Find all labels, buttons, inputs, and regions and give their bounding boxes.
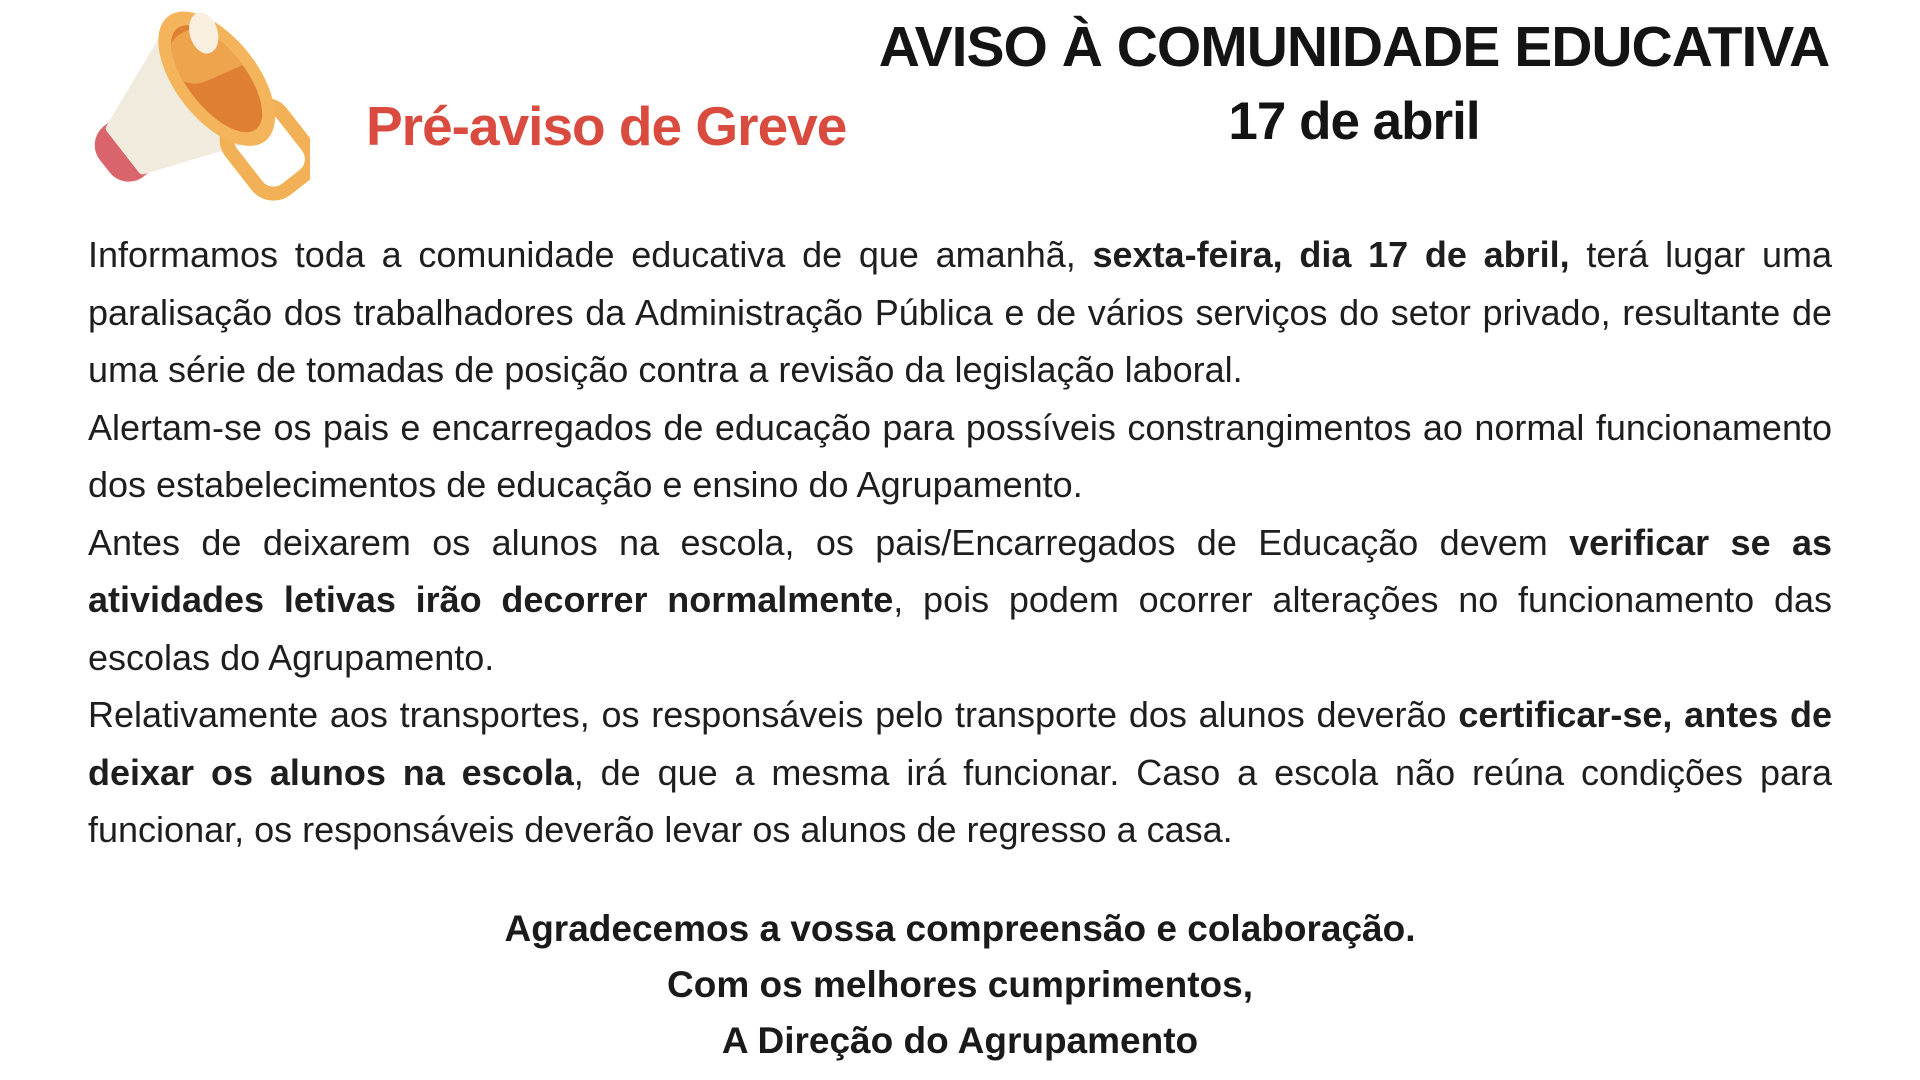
footer-regards-line: Com os melhores cumprimentos, [667, 963, 1253, 1005]
footer-thanks-line: Agradecemos a vossa compreensão e colaboração. [504, 907, 1416, 949]
notice-body [88, 226, 1832, 859]
title-block [810, 16, 1898, 151]
paragraph-transport [88, 686, 1832, 859]
paragraph-verify [88, 514, 1832, 687]
text-run: Relativamente aos transportes, os responsáveis pelo transporte dos alunos deverão [88, 694, 1459, 735]
notice-title: AVISO À COMUNIDADE EDUCATIVA [878, 15, 1830, 79]
strike-title: Pré-aviso de Greve [366, 95, 847, 157]
text-run: Antes de deixarem os alunos na escola, os pais/Encarregados de Educação devem [88, 521, 1570, 563]
notice-header [0, 0, 1920, 226]
notice-footer [0, 901, 1920, 1069]
text-run: Alertam-se os pais e encarregados de educação para possíveis constrangimentos ao normal funcionamento dos estabelecimentos de educação e ensino do Agrupamento. [88, 406, 1832, 505]
megaphone-icon [74, 2, 310, 232]
text-run-bold: verificar se as atividades letivas irão decorrer normalmente [88, 521, 1832, 620]
text-run-bold: certificar-se, antes de deixar os alunos na escola [88, 694, 1832, 793]
paragraph-strike-info [88, 226, 1832, 399]
text-run: , pois podem ocorrer alterações no funcionamento das escolas do Agrupamento. [88, 579, 1832, 678]
text-run: Informamos toda a comunidade educativa de que amanhã, [88, 234, 1093, 275]
paragraph-alert [88, 399, 1832, 514]
footer-signature-line: A Direção do Agrupamento [721, 1019, 1199, 1061]
text-run: terá lugar uma paralisação dos trabalhadores da Administração Pública e de vários serviços do setor privado, resultante de uma série de tomadas de posição contra a revisão da legislação laboral. [88, 234, 1833, 390]
notice-date: 17 de abril [1228, 91, 1480, 151]
text-run: , de que a mesma irá funcionar. Caso a escola não reúna condições para funcionar, os responsáveis deverão levar os alunos de regresso a casa. [88, 751, 1832, 850]
text-run-bold: sexta-feira, dia 17 de abril, [1092, 234, 1570, 275]
